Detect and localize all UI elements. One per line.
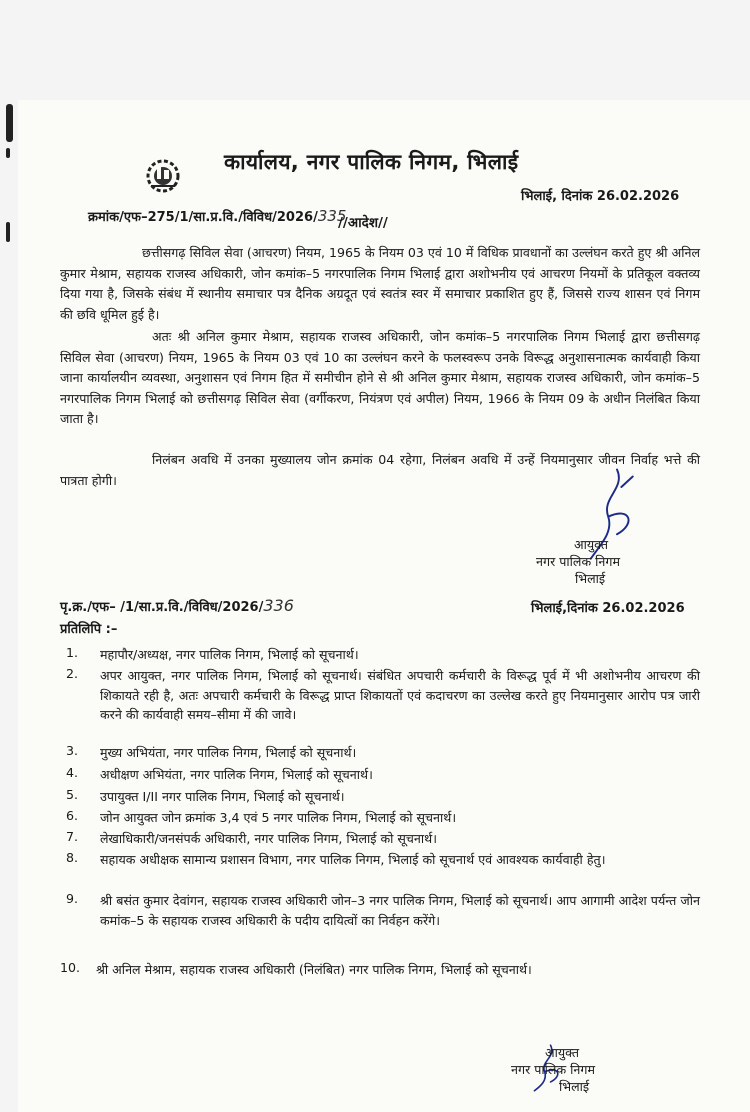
copy-item-text: श्री अनिल मेश्राम, सहायक राजस्व अधिकारी (निलंबित) नगर पालिक निगम, भिलाई को सूचनार्थ। — [96, 962, 532, 977]
order-heading: //आदेश// — [338, 215, 388, 231]
copy-item-number: 2. — [66, 666, 79, 681]
copy-item-text: जोन आयुक्त जोन क्रमांक 3,4 एवं 5 नगर पालिक निगम, भिलाई को सूचनार्थ। — [100, 810, 457, 825]
copy-item-number: 7. — [66, 829, 79, 844]
paragraph-2-text: अतः श्री अनिल कुमार मेश्राम, सहायक राजस्व अधिकारी, जोन कमांक–5 नगरपालिक निगम भिलाई द्वारा छत्तीसगढ़ सिविल सेवा (आचरण) नियम, 1965 के नियम 03 एवं 10 का उल्लंघन करने के फलस्वरूप उनके विरूद्ध अनुशासनात्मक कार्यवाही किया जाना कार्यालयीन व्यवस्था, अनुशासन एवं निगम हित में समीचीन होने से श्री अनिल कुमार मेश्राम, सहायक राजस्व अधिकारी, जोन कमांक–5 नगरपालिक निगम भिलाई को छत्तीसगढ़ सिविल सेवा (वर्गीकरण, नियंत्रण एवं अपील) नियम, 1966 के नियम 09 के अधीन निलंबित किया जाता है। — [60, 329, 700, 426]
paragraph-1-text: छत्तीसगढ़ सिविल सेवा (आचरण) नियम, 1965 के नियम 03 एवं 10 में विधिक प्रावधानों का उल्लंघन करते हुए श्री अनिल कुमार मेश्राम, सहायक राजस्व अधिकारी, जोन कमांक–5 नगरपालिक निगम भिलाई द्वारा अशोभनीय एवं आचरण नियमों के प्रतिकूल वक्तव्य दिया गया है, जिसके संबंध में स्थानीय समाचार पत्र दैनिक अग्रदूत एवं स्वतंत्र स्वर में समाचार प्रकाशित हुए हैं, जिससे राज्य शासन एवं निगम की छवि धूमिल हुई है। — [60, 245, 700, 322]
copy-item-number: 3. — [66, 743, 79, 758]
copy-item-text: महापौर/अध्यक्ष, नगर पालिक निगम, भिलाई को सूचनार्थ। — [100, 647, 359, 662]
copy-item-number: 10. — [60, 960, 81, 975]
endorsement-reference-handwritten: 336 — [263, 596, 294, 615]
signature-1-place: भिलाई — [575, 571, 606, 586]
endorsement-reference-printed: पृ.क्र./एफ– /1/सा.प्र.वि./विविध/2026/ — [60, 600, 264, 615]
copy-item-text: लेखाधिकारी/जनसंपर्क अधिकारी, नगर पालिक निगम, भिलाई को सूचनार्थ। — [100, 831, 437, 846]
copy-item-number: 8. — [66, 850, 79, 865]
copy-item-number: 6. — [66, 808, 79, 823]
copy-to-label: प्रतिलिपि :– — [60, 622, 118, 637]
order-reference-number — [88, 207, 346, 225]
copy-item-text: अधीक्षण अभियंता, नगर पालिक निगम, भिलाई को सूचनार्थ। — [100, 767, 373, 782]
endorsement-reference-number — [60, 596, 294, 615]
page-edge-mark — [6, 148, 10, 158]
copy-item-text: अपर आयुक्त, नगर पालिक निगम, भिलाई को सूचनार्थ। संबंधित अपचारी कर्मचारी के विरूद्ध पूर्व में भी अशोभनीय आचरण की शिकायते रही है, अतः अपचारी कर्मचारी के विरूद्ध प्राप्त शिकायतों एवं कदाचरण का उल्लेख करते हुए नियमानुसार आरोप पत्र जारी करने की कार्यवाही समय–सीमा में की जावे। — [100, 668, 700, 722]
page-edge-mark — [6, 222, 10, 242]
copy-item-number: 4. — [66, 765, 79, 780]
copy-item-text: मुख्य अभियंता, नगर पालिक निगम, भिलाई को सूचनार्थ। — [100, 745, 357, 760]
paragraph-3-text: निलंबन अवधि में उनका मुख्यालय जोन क्रमांक 04 रहेगा, निलंबन अवधि में उन्हें नियमानुसार जीवन निर्वाह भत्ते की पात्रता होगी। — [60, 452, 700, 488]
copy-item-number: 5. — [66, 787, 79, 802]
office-title: कार्यालय, नगर पालिक निगम, भिलाई — [224, 150, 519, 174]
corporation-emblem-icon — [143, 156, 183, 196]
reference-handwritten: 335 — [317, 207, 347, 225]
endorsement-place-date: भिलाई,दिनांक 26.02.2026 — [531, 601, 685, 616]
page-edge-mark — [6, 104, 13, 142]
copy-item-text: श्री बसंत कुमार देवांगन, सहायक राजस्व अधिकारी जोन–3 नगर पालिक निगम, भिलाई को सूचनार्थ। आप आगामी आदेश पर्यन्त जोन कमांक–5 के सहायक राजस्व अधिकारी के पदीय दायित्वों का निर्वहन करेंगे। — [100, 893, 700, 928]
copy-item-text: उपायुक्त I/II नगर पालिक निगम, भिलाई को सूचनार्थ। — [100, 789, 345, 804]
signature-2-organisation: नगर पालिक निगम — [511, 1062, 595, 1077]
signature-block-1 — [536, 536, 620, 587]
copy-item-number: 9. — [66, 891, 79, 906]
signature-2-place: भिलाई — [559, 1079, 590, 1094]
order-paragraph-1 — [60, 243, 700, 325]
reference-printed: क्रमांक/एफ–275/1/सा.प्र.वि./विविध/2026/ — [88, 210, 318, 225]
order-paragraph-2 — [60, 327, 700, 430]
copy-item-number: 1. — [66, 645, 79, 660]
signature-1-designation: आयुक्त — [574, 537, 609, 552]
signature-block-2 — [511, 1044, 595, 1095]
order-place-date: भिलाई, दिनांक 26.02.2026 — [521, 189, 680, 204]
signature-2-designation: आयुक्त — [545, 1045, 580, 1060]
copy-item-text: सहायक अधीक्षक सामान्य प्रशासन विभाग, नगर पालिक निगम, भिलाई को सूचनार्थ एवं आवश्यक कार्यवाही हेतु। — [100, 852, 606, 867]
signature-1-organisation: नगर पालिक निगम — [536, 554, 620, 569]
